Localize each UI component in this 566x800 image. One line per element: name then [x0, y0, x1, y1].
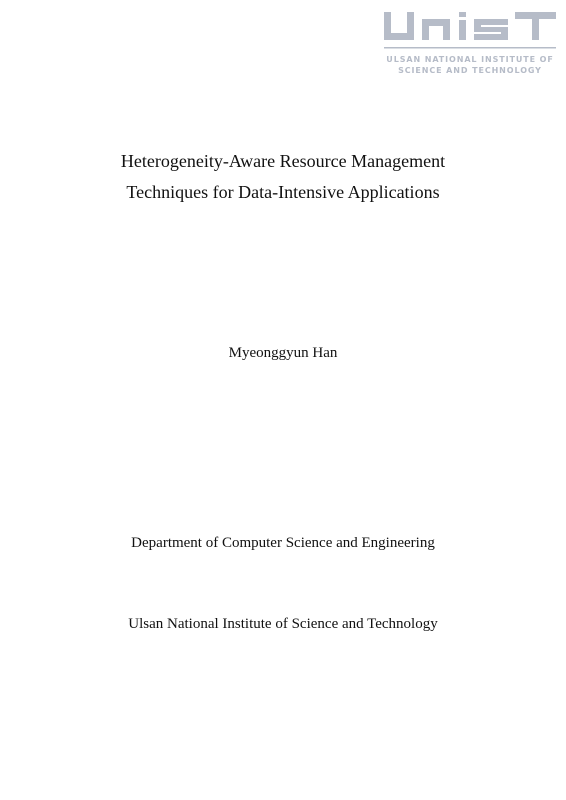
- unist-logo: [382, 10, 558, 80]
- thesis-title-line-1: Heterogeneity-Aware Resource Management: [120, 151, 446, 171]
- logo-tagline-line-2: SCIENCE AND TECHNOLOGY: [398, 66, 542, 75]
- institution-name: Ulsan National Institute of Science and Technology: [128, 616, 438, 632]
- logo-tagline-line-1: ULSAN NATIONAL INSTITUTE OF: [386, 55, 554, 64]
- unist-wordmark: [382, 10, 558, 54]
- department-name: Department of Computer Science and Engineering: [131, 535, 435, 551]
- thesis-title-line-2: Techniques for Data-Intensive Applications: [126, 182, 440, 202]
- author-name: Myeonggyun Han: [228, 345, 338, 361]
